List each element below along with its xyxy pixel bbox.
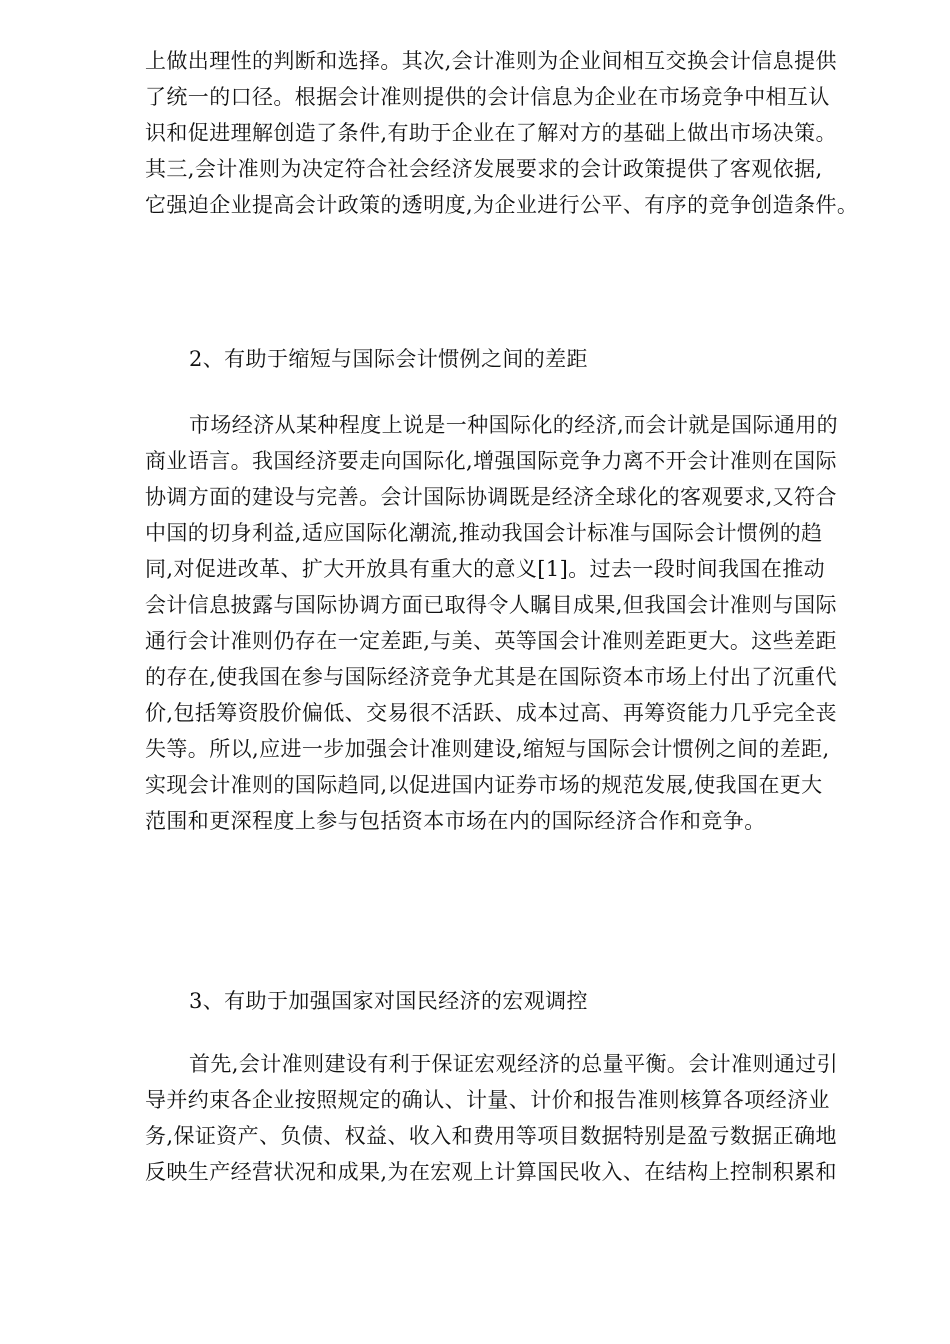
paragraph-line: 反映生产经营状况和成果,为在宏观上计算国民收入、在结构上控制积累和 [145,1160,837,1184]
paragraph-line: 市场经济从某种程度上说是一种国际化的经济,而会计就是国际通用的 [189,413,839,437]
paragraph-line: 商业语言。我国经济要走向国际化,增强国际竞争力离不开会计准则在国际 [145,449,837,473]
paragraph-2 [145,407,885,839]
paragraph-line: 价,包括筹资股价偏低、交易很不活跃、成本过高、再筹资能力几乎完全丧 [145,701,837,725]
paragraph-line: 协调方面的建设与完善。会计国际协调既是经济全球化的客观要求,又符合 [145,485,837,509]
heading-text: 2、有助于缩短与国际会计惯例之间的差距 [189,347,588,371]
section-heading-3 [145,983,885,1019]
paragraph-line: 它强迫企业提高会计政策的透明度,为企业进行公平、有序的竞争创造条件。 [145,193,859,217]
paragraph-3 [145,1046,885,1190]
paragraph-line: 了统一的口径。根据会计准则提供的会计信息为企业在市场竞争中相互认 [145,85,830,109]
paragraph-line: 导并约束各企业按照规定的确认、计量、计价和报告准则核算各项经济业 [145,1088,830,1112]
paragraph-line: 其三,会计准则为决定符合社会经济发展要求的会计政策提供了客观依据, [145,157,823,181]
paragraph-line: 上做出理性的判断和选择。其次,会计准则为企业间相互交换会计信息提供 [145,49,837,73]
paragraph-line: 的存在,使我国在参与国际经济竞争尤其是在国际资本市场上付出了沉重代 [145,665,837,689]
paragraph-1 [145,43,885,223]
paragraph-line: 通行会计准则仍存在一定差距,与美、英等国会计准则差距更大。这些差距 [145,629,837,653]
paragraph-line: 失等。所以,应进一步加强会计准则建设,缩短与国际会计惯例之间的差距, [145,737,830,761]
paragraph-line: 会计信息披露与国际协调方面已取得令人瞩目成果,但我国会计准则与国际 [145,593,837,617]
paragraph-line: 实现会计准则的国际趋同,以促进国内证券市场的规范发展,使我国在更大 [145,773,823,797]
paragraph-line: 务,保证资产、负债、权益、收入和费用等项目数据特别是盈亏数据正确地 [145,1124,837,1148]
paragraph-line: 同,对促进改革、扩大开放具有重大的意义[1]。过去一段时间我国在推动 [145,557,826,581]
paragraph-line: 范围和更深程度上参与包括资本市场在内的国际经济合作和竞争。 [145,809,766,833]
paragraph-line: 中国的切身利益,适应国际化潮流,推动我国会计标准与国际会计惯例的趋 [145,521,823,545]
paragraph-line: 首先,会计准则建设有利于保证宏观经济的总量平衡。会计准则通过引 [189,1052,839,1076]
section-heading-2 [145,341,885,377]
heading-text: 3、有助于加强国家对国民经济的宏观调控 [189,989,588,1013]
paragraph-line: 识和促进理解创造了条件,有助于企业在了解对方的基础上做出市场决策。 [145,121,837,145]
